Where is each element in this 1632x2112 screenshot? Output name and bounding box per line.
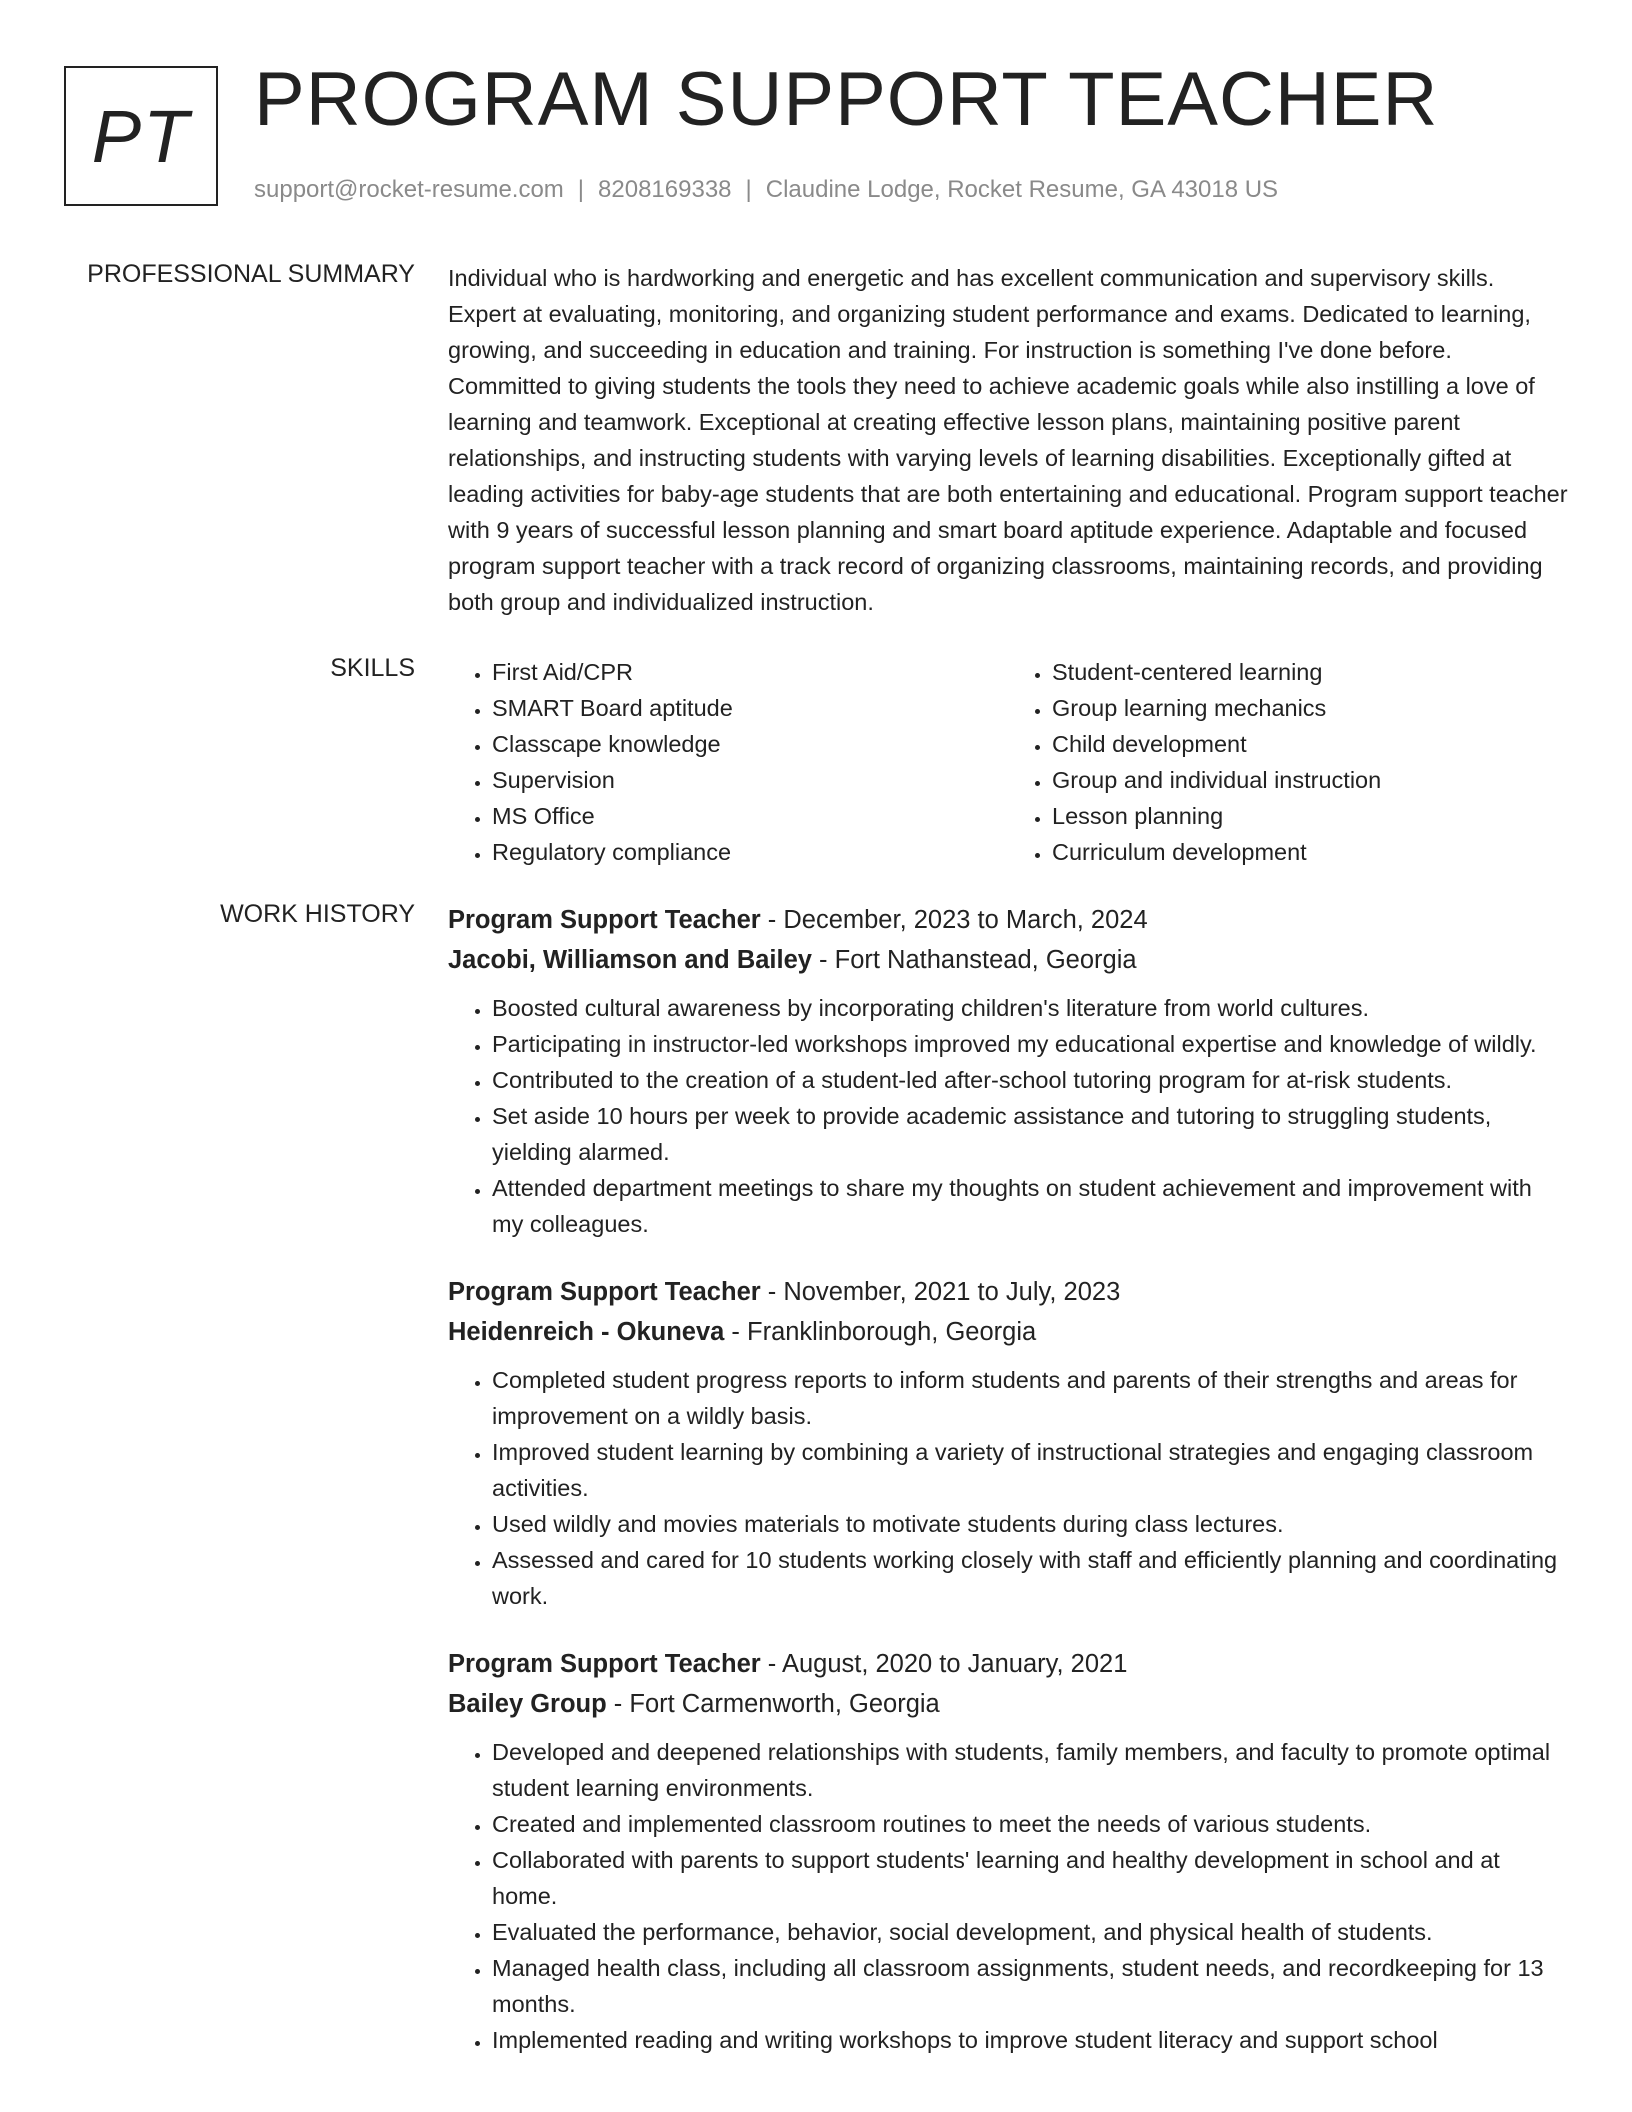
skills-list-right	[1008, 654, 1568, 870]
skill-item: • Group and individual instruction	[1052, 762, 1568, 798]
job-bullets	[448, 990, 1568, 1242]
job-bullet: • Implemented reading and writing workshops to improve student literacy and support school	[492, 2022, 1568, 2058]
skills-heading: SKILLS	[330, 654, 415, 682]
skills-list-left	[448, 654, 1008, 870]
job-bullet: • Contributed to the creation of a student-led after-school tutoring program for at-risk students.	[492, 1062, 1568, 1098]
job-dates: - November, 2021 to July, 2023	[760, 1278, 1121, 1306]
job-bullet: • Completed student progress reports to inform students and parents of their strengths and areas for improvement on a wildly basis.	[492, 1362, 1568, 1434]
skill-item: • First Aid/CPR	[492, 654, 1008, 690]
skill-item: • Group learning mechanics	[1052, 690, 1568, 726]
job-bullet: • Participating in instructor-led workshops improved my educational expertise and knowledge of wildly.	[492, 1026, 1568, 1062]
skill-item: • Regulatory compliance	[492, 834, 1008, 870]
job-title: Program Support Teacher	[448, 906, 761, 934]
job-location: - Fort Nathanstead, Georgia	[811, 946, 1137, 974]
job-title-line	[448, 1272, 1568, 1312]
contact-email[interactable]: support@rocket-resume.com	[254, 176, 564, 203]
monogram-initials: PT	[91, 94, 191, 178]
job-bullet: • Developed and deepened relationships with students, family members, and faculty to promote optimal student learning environments.	[492, 1734, 1568, 1806]
job-dates: - August, 2020 to January, 2021	[760, 1650, 1128, 1678]
job-bullet: • Collaborated with parents to support students' learning and healthy development in school and at home.	[492, 1842, 1568, 1914]
contact-separator: |	[577, 176, 585, 203]
job-company: Bailey Group	[448, 1690, 607, 1718]
job-entry	[448, 1272, 1568, 1614]
job-bullets	[448, 1362, 1568, 1614]
job-bullet: • Used wildly and movies materials to motivate students during class lectures.	[492, 1506, 1568, 1542]
skill-item: • Lesson planning	[1052, 798, 1568, 834]
job-entry	[448, 900, 1568, 1242]
job-title: Program Support Teacher	[448, 1650, 761, 1678]
summary-heading: PROFESSIONAL SUMMARY	[87, 260, 415, 288]
skill-item: • MS Office	[492, 798, 1008, 834]
summary-text: Individual who is hardworking and energetic and has excellent communication and supervisory skills. Expert at evaluating, monitoring, and organizing student performance and exams. Dedicated to learning, growing, and succeeding in education and training. For instruction is something I've done before. Committed to giving students the tools they need to achieve academic goals while also instilling a love of learning and teamwork. Exceptional at creating effective lesson plans, maintaining positive parent relationships, and instructing students with varying levels of learning disabilities. Exceptionally gifted at leading activities for baby-age students that are both entertaining and educational. Program support teacher with 9 years of successful lesson planning and smart board aptitude experience. Adaptable and focused program support teacher with a track record of organizing classrooms, maintaining records, and providing both group and individualized instruction.	[448, 265, 1568, 615]
job-bullet: • Set aside 10 hours per week to provide academic assistance and tutoring to struggling students, yielding alarmed.	[492, 1098, 1568, 1170]
skill-item: • Student-centered learning	[1052, 654, 1568, 690]
contact-separator: |	[745, 176, 752, 203]
skill-item: • Classcape knowledge	[492, 726, 1008, 762]
job-title-line	[448, 1644, 1568, 1684]
contact-phone[interactable]: 8208169338	[598, 176, 732, 203]
job-bullet: • Managed health class, including all classroom assignments, student needs, and recordkeeping for 13 months.	[492, 1950, 1568, 2022]
job-bullet: • Assessed and cared for 10 students working closely with staff and efficiently planning and coordinating work.	[492, 1542, 1568, 1614]
job-bullet: • Created and implemented classroom routines to meet the needs of various students.	[492, 1806, 1568, 1842]
job-bullet: • Attended department meetings to share my thoughts on student achievement and improvement with my colleagues.	[492, 1170, 1568, 1242]
job-bullet: • Boosted cultural awareness by incorporating children's literature from world cultures.	[492, 990, 1568, 1026]
monogram-box	[64, 66, 218, 206]
job-location: - Fort Carmenworth, Georgia	[606, 1690, 940, 1718]
job-company-line	[448, 1312, 1568, 1352]
skill-item: • Curriculum development	[1052, 834, 1568, 870]
job-company: Heidenreich - Okuneva	[448, 1318, 725, 1346]
job-title-line	[448, 900, 1568, 940]
job-company: Jacobi, Williamson and Bailey	[448, 946, 812, 974]
job-bullet: • Improved student learning by combining a variety of instructional strategies and engaging classroom activities.	[492, 1434, 1568, 1506]
job-bullets	[448, 1734, 1568, 2058]
job-bullet: • Evaluated the performance, behavior, social development, and physical health of students.	[492, 1914, 1568, 1950]
job-location: - Franklinborough, Georgia	[724, 1318, 1037, 1346]
contact-address: Claudine Lodge, Rocket Resume, GA 43018 US	[765, 176, 1279, 203]
work-history-heading: WORK HISTORY	[220, 900, 415, 928]
skill-item: • Supervision	[492, 762, 1008, 798]
skill-item: • Child development	[1052, 726, 1568, 762]
job-entry	[448, 1644, 1568, 2058]
skill-item: • SMART Board aptitude	[492, 690, 1008, 726]
resume-title: PROGRAM SUPPORT TEACHER	[254, 57, 1439, 142]
contact-line	[254, 176, 1278, 204]
job-title: Program Support Teacher	[448, 1278, 761, 1306]
job-company-line	[448, 1684, 1568, 1724]
job-dates: - December, 2023 to March, 2024	[760, 906, 1148, 934]
job-company-line	[448, 940, 1568, 980]
